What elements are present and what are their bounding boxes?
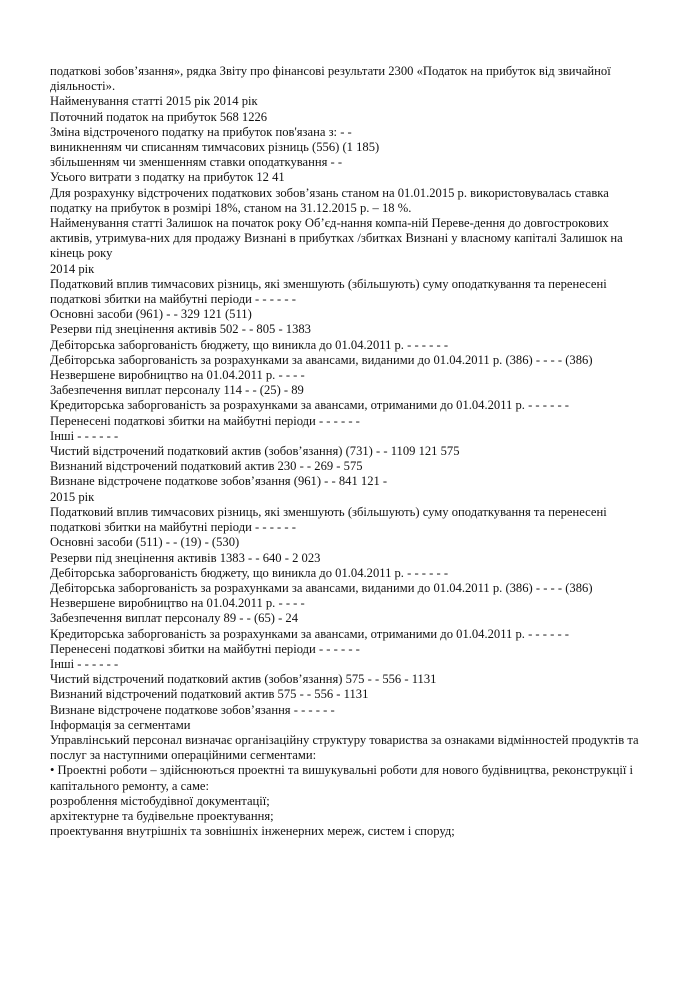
- text-line: Перенесені податкові збитки на майбутні періоди - - - - - -: [50, 413, 360, 428]
- text-line: Найменування статті 2015 рік 2014 рік: [50, 94, 258, 109]
- text-line: Дебіторська заборгованість за розрахунками за авансами, виданими до 01.04.2011 р. (386) - - - - (386): [50, 580, 593, 595]
- text-line: архітектурне та будівельне проектування;: [50, 808, 274, 823]
- text-line: Резерви під знецінення активів 502 - - 805 - 1383: [50, 322, 311, 337]
- text-line: Кредиторська заборгованість за розрахунками за авансами, отриманими до 01.04.2011 р. - - - - - -: [50, 626, 569, 641]
- text-line: Чистий відстрочений податковий актив (зобов’язання) (731) - - 1109 121 575: [50, 444, 460, 459]
- bullet-item: • Проектні роботи – здійснюються проектні та вишукувальні роботи для нового будівництва, реконструкції і капітального ремонту, а саме:: [50, 763, 633, 793]
- text-line: Управлінський персонал визначає організаційну структуру товариства за ознаками відмінностей продуктів та послуг за наступними операційними сегментами:: [50, 732, 639, 763]
- text-line: Дебіторська заборгованість за розрахунками за авансами, виданими до 01.04.2011 р. (386) - - - - (386): [50, 352, 593, 367]
- text-line: Незвершене виробництво на 01.04.2011 р. - - - -: [50, 596, 305, 611]
- section-heading: Інформація за сегментами: [50, 717, 191, 732]
- text-line: Податковий вплив тимчасових різниць, які зменшують (збільшують) суму оподаткування та перенесені податкові збитки на майбутні періоди - - - - - -: [50, 276, 607, 307]
- text-line: податкові зобов’язання», рядка Звіту про фінансові результати 2300 «Податок на прибуток від звичайної діяльності».: [50, 64, 611, 94]
- text-line: Резерви під знецінення активів 1383 - - 640 - 2 023: [50, 550, 321, 565]
- text-line: Перенесені податкові збитки на майбутні періоди - - - - - -: [50, 641, 360, 656]
- text-line: Чистий відстрочений податковий актив (зобов’язання) 575 - - 556 - 1131: [50, 672, 437, 687]
- table-header-line: Найменування статті Залишок на початок року Об’єд-нання компа-ній Переве-дення до довгострокових активів, утримува-них для продажу Визнані в прибутках /збитках Визнані у власному капіталі Залишок на кінець року: [50, 216, 623, 261]
- text-line: Інші - - - - - -: [50, 428, 119, 443]
- text-line: Основні засоби (511) - - (19) - (530): [50, 535, 240, 550]
- text-line: Зміна відстроченого податку на прибуток пов'язана з: - -: [50, 124, 352, 139]
- text-line: Визнане відстрочене податкове зобов’язання - - - - - -: [50, 702, 335, 717]
- text-line: розроблення містобудівної документації;: [50, 793, 270, 808]
- text-line: Поточний податок на прибуток 568 1226: [50, 109, 268, 124]
- text-line: Податковий вплив тимчасових різниць, які зменшують (збільшують) суму оподаткування та перенесені податкові збитки на майбутні періоди - - - - - -: [50, 504, 607, 535]
- year-heading-2014: 2014 рік: [50, 261, 95, 276]
- text-line: проектування внутрішніх та зовнішніх інженерних мереж, систем і споруд;: [50, 824, 455, 839]
- text-line: збільшенням чи зменшенням ставки оподаткування - -: [50, 155, 343, 170]
- text-line: Кредиторська заборгованість за розрахунками за авансами, отриманими до 01.04.2011 р. - - - - - -: [50, 398, 569, 413]
- text-line: виникненням чи списанням тимчасових різниць (556) (1 185): [50, 140, 380, 155]
- text-line: Для розрахунку відстрочених податкових зобов’язань станом на 01.01.2015 р. використовувалась ставка податку на прибуток в розмірі 18%, станом на 31.12.2015 р. – 18 %.: [50, 185, 609, 215]
- text-line: Інші - - - - - -: [50, 656, 119, 671]
- year-heading-2015: 2015 рік: [50, 489, 95, 504]
- text-line: Визнане відстрочене податкове зобов’язання (961) - - 841 121 -: [50, 474, 388, 489]
- text-line: Забезпечення виплат персоналу 89 - - (65) - 24: [50, 611, 299, 626]
- text-line: Усього витрати з податку на прибуток 12 41: [50, 170, 285, 185]
- text-line: Незвершене виробництво на 01.04.2011 р. - - - -: [50, 368, 305, 383]
- text-line: Визнаний відстрочений податковий актив 575 - - 556 - 1131: [50, 687, 369, 702]
- text-line: Дебіторська заборгованість бюджету, що виникла до 01.04.2011 р. - - - - - -: [50, 337, 449, 352]
- text-line: Дебіторська заборгованість бюджету, що виникла до 01.04.2011 р. - - - - - -: [50, 565, 449, 580]
- text-line: Визнаний відстрочений податковий актив 230 - - 269 - 575: [50, 459, 363, 474]
- document-page: [50, 64, 650, 839]
- text-line: Основні засоби (961) - - 329 121 (511): [50, 307, 252, 322]
- text-line: Забезпечення виплат персоналу 114 - - (25) - 89: [50, 383, 304, 398]
